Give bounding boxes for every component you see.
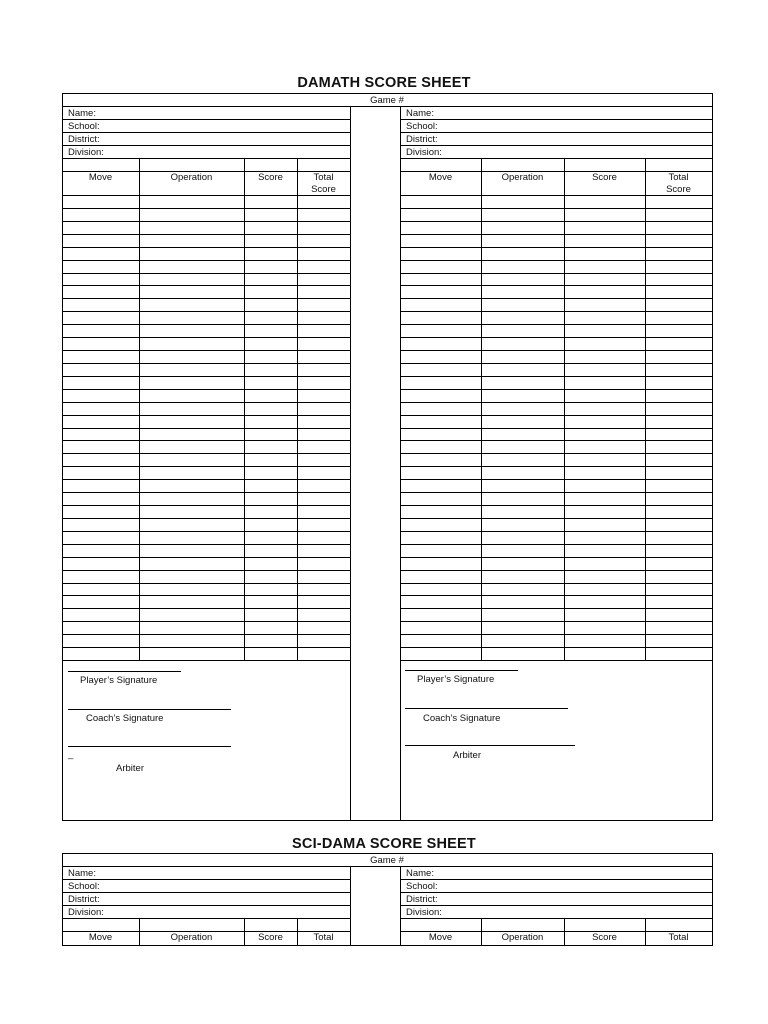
- column-header-move: Move: [88, 932, 113, 943]
- move-row-right[interactable]: [401, 622, 712, 634]
- move-row-right[interactable]: [401, 299, 712, 311]
- move-row-right[interactable]: [401, 196, 712, 208]
- column-header-operation: Operation: [501, 172, 544, 183]
- move-row-left[interactable]: [63, 493, 350, 505]
- move-row-right[interactable]: [401, 493, 712, 505]
- move-row-right[interactable]: [401, 390, 712, 402]
- column-header-operation: Operation: [170, 932, 213, 943]
- player2-info-label: Division:: [406, 907, 442, 918]
- move-row-left[interactable]: [63, 390, 350, 402]
- move-row-right[interactable]: [401, 648, 712, 660]
- move-row-left[interactable]: [63, 584, 350, 596]
- player1-info-label: School:: [68, 121, 100, 132]
- column-header-score: Score: [592, 932, 617, 943]
- game-number-label: Game #: [370, 855, 404, 866]
- move-row-left[interactable]: [63, 596, 350, 608]
- player1-info-label: Division:: [68, 907, 104, 918]
- move-row-left[interactable]: [63, 609, 350, 621]
- move-row-left[interactable]: [63, 454, 350, 466]
- column-header-move: Move: [428, 932, 453, 943]
- player1-info-label: District:: [68, 894, 100, 905]
- column-header-score: Score: [258, 932, 283, 943]
- move-row-left[interactable]: [63, 648, 350, 660]
- coach-signature-label: Coach’s Signature: [86, 713, 164, 724]
- coach-signature-label: Coach’s Signature: [423, 713, 501, 724]
- move-row-left[interactable]: [63, 299, 350, 311]
- column-header-total: Total: [313, 932, 334, 943]
- arbiter-mark: _: [68, 749, 74, 760]
- player2-info-label: District:: [406, 894, 438, 905]
- move-row-right[interactable]: [401, 325, 712, 337]
- damath-sheet-title: DAMATH SCORE SHEET: [297, 75, 471, 91]
- move-row-left[interactable]: [63, 429, 350, 441]
- signature-line[interactable]: [405, 708, 568, 709]
- move-row-right[interactable]: [401, 506, 712, 518]
- column-header-total: Score: [311, 184, 336, 195]
- player-signature-label: Player’s Signature: [417, 674, 495, 685]
- move-row-left[interactable]: [63, 351, 350, 363]
- move-row-right[interactable]: [401, 454, 712, 466]
- move-row-right[interactable]: [401, 364, 712, 376]
- move-row-left[interactable]: [63, 571, 350, 583]
- column-header-total: Total: [668, 172, 689, 183]
- move-row-left[interactable]: [63, 506, 350, 518]
- move-row-right[interactable]: [401, 584, 712, 596]
- player2-info-label: Name:: [406, 108, 434, 119]
- move-row-left[interactable]: [63, 558, 350, 570]
- column-header-move: Move: [428, 172, 453, 183]
- move-row-right[interactable]: [401, 609, 712, 621]
- move-row-left[interactable]: [63, 635, 350, 647]
- move-row-right[interactable]: [401, 377, 712, 389]
- signature-line[interactable]: [405, 745, 575, 746]
- move-row-right[interactable]: [401, 235, 712, 247]
- signature-line[interactable]: [68, 709, 231, 710]
- move-row-right[interactable]: [401, 274, 712, 286]
- column-header-operation: Operation: [501, 932, 544, 943]
- column-header-total: Score: [666, 184, 691, 195]
- move-row-left[interactable]: [63, 545, 350, 557]
- move-row-right[interactable]: [401, 248, 712, 260]
- move-row-right[interactable]: [401, 532, 712, 544]
- move-row-right[interactable]: [401, 519, 712, 531]
- move-row-right[interactable]: [401, 338, 712, 350]
- move-row-left[interactable]: [63, 261, 350, 273]
- move-row-right[interactable]: [401, 286, 712, 298]
- move-row-left[interactable]: [63, 209, 350, 221]
- move-row-right[interactable]: [401, 416, 712, 428]
- move-row-left[interactable]: [63, 480, 350, 492]
- arbiter-label: Arbiter: [116, 763, 144, 774]
- move-row-left[interactable]: [63, 196, 350, 208]
- column-header-score: Score: [258, 172, 283, 183]
- move-row-left[interactable]: [63, 532, 350, 544]
- move-row-left[interactable]: [63, 403, 350, 415]
- move-row-left[interactable]: [63, 416, 350, 428]
- move-row-left[interactable]: [63, 377, 350, 389]
- column-header-total: Total: [313, 172, 334, 183]
- move-row-right[interactable]: [401, 429, 712, 441]
- scidama-sheet-title: SCI-DAMA SCORE SHEET: [292, 836, 476, 852]
- game-number-label: Game #: [370, 95, 404, 106]
- move-row-right[interactable]: [401, 596, 712, 608]
- column-header-move: Move: [88, 172, 113, 183]
- move-row-left[interactable]: [63, 312, 350, 324]
- player1-info-label: Name:: [68, 868, 96, 879]
- player2-info-label: District:: [406, 134, 438, 145]
- move-row-left[interactable]: [63, 622, 350, 634]
- move-row-left[interactable]: [63, 325, 350, 337]
- arbiter-label: Arbiter: [453, 750, 481, 761]
- damath-score-sheet: [62, 93, 712, 820]
- player2-info-label: Division:: [406, 147, 442, 158]
- move-row-right[interactable]: [401, 441, 712, 453]
- scidama-score-sheet: [62, 853, 712, 945]
- move-row-right[interactable]: [401, 261, 712, 273]
- player1-info-label: Division:: [68, 147, 104, 158]
- move-row-right[interactable]: [401, 209, 712, 221]
- move-row-right[interactable]: [401, 635, 712, 647]
- move-row-right[interactable]: [401, 571, 712, 583]
- move-row-left[interactable]: [63, 286, 350, 298]
- player2-info-label: School:: [406, 881, 438, 892]
- move-row-right[interactable]: [401, 351, 712, 363]
- player1-info-label: Name:: [68, 108, 96, 119]
- signature-line[interactable]: [68, 746, 231, 747]
- move-row-left[interactable]: [63, 222, 350, 234]
- player1-info-label: School:: [68, 881, 100, 892]
- move-row-right[interactable]: [401, 545, 712, 557]
- move-row-right[interactable]: [401, 480, 712, 492]
- move-row-left[interactable]: [63, 248, 350, 260]
- move-row-left[interactable]: [63, 235, 350, 247]
- move-row-right[interactable]: [401, 467, 712, 479]
- move-row-left[interactable]: [63, 441, 350, 453]
- player-signature-label: Player’s Signature: [80, 675, 158, 686]
- move-row-left[interactable]: [63, 274, 350, 286]
- signature-line[interactable]: [68, 671, 181, 672]
- player1-info-label: District:: [68, 134, 100, 145]
- column-header-operation: Operation: [170, 172, 213, 183]
- move-row-left[interactable]: [63, 467, 350, 479]
- player2-info-label: Name:: [406, 868, 434, 879]
- move-row-left[interactable]: [63, 364, 350, 376]
- move-row-left[interactable]: [63, 338, 350, 350]
- column-header-total: Total: [668, 932, 689, 943]
- move-row-right[interactable]: [401, 558, 712, 570]
- column-header-score: Score: [592, 172, 617, 183]
- signature-line[interactable]: [405, 670, 518, 671]
- player2-info-label: School:: [406, 121, 438, 132]
- move-row-left[interactable]: [63, 519, 350, 531]
- move-row-right[interactable]: [401, 312, 712, 324]
- move-row-right[interactable]: [401, 222, 712, 234]
- move-row-right[interactable]: [401, 403, 712, 415]
